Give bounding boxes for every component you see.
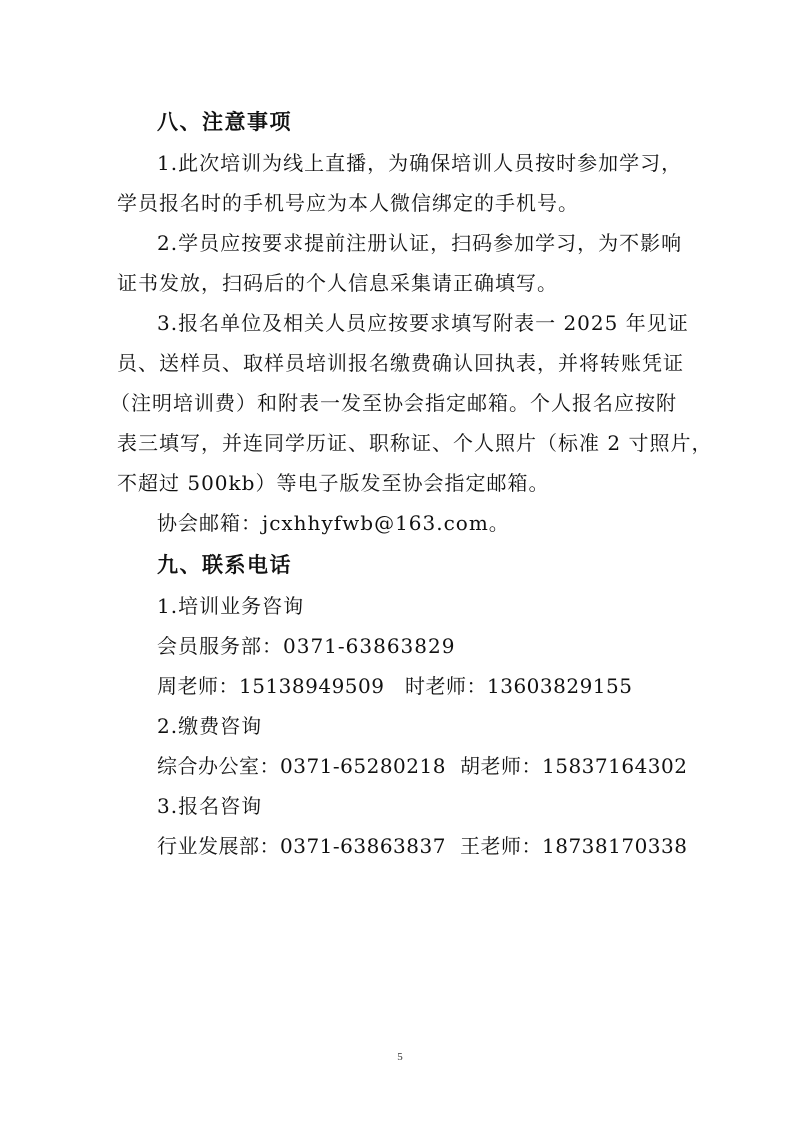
paragraph-line: （注明培训费）和附表一发至协会指定邮箱。个人报名应按附 xyxy=(110,391,677,415)
section-heading-notes: 八、注意事项 xyxy=(157,110,292,134)
section-heading-contacts: 九、联系电话 xyxy=(157,553,292,577)
paragraph-line: 2.学员应按要求提前注册认证，扫码参加学习，为不影响 xyxy=(157,231,683,255)
paragraph-line: 不超过 500kb）等电子版发至协会指定邮箱。 xyxy=(117,471,550,495)
paragraph-line: 员、送样员、取样员培训报名缴费确认回执表，并将转账凭证 xyxy=(117,351,684,375)
page-number: 5 xyxy=(397,1051,403,1063)
contact-category-title: 1.培训业务咨询 xyxy=(157,594,305,618)
contact-person: 周老师：15138949509 xyxy=(157,674,385,698)
contact-person: 王老师：18738170338 xyxy=(460,834,688,858)
paragraph-line: 3.报名单位及相关人员应按要求填写附表一 2025 年见证 xyxy=(157,311,689,335)
department-phone: 行业发展部：0371-63863837 xyxy=(157,834,446,858)
paragraph-line: 1.此次培训为线上直播，为确保培训人员按时参加学习， xyxy=(157,151,683,175)
contact-person: 胡老师：15837164302 xyxy=(460,754,688,778)
contact-category-title: 2.缴费咨询 xyxy=(157,714,263,738)
paragraph-line: 表三填写，并连同学历证、职称证、个人照片（标准 2 寸照片， xyxy=(117,431,713,455)
department-phone: 会员服务部：0371-63863829 xyxy=(157,634,456,658)
contact-category-title: 3.报名咨询 xyxy=(157,794,263,818)
department-phone: 综合办公室：0371-65280218 xyxy=(157,754,446,778)
association-email: 协会邮箱：jcxhhyfwb@163.com。 xyxy=(157,511,510,535)
contact-person: 时老师：13603829155 xyxy=(405,674,633,698)
paragraph-line: 学员报名时的手机号应为本人微信绑定的手机号。 xyxy=(117,191,579,215)
paragraph-line: 证书发放，扫码后的个人信息采集请正确填写。 xyxy=(117,271,558,295)
